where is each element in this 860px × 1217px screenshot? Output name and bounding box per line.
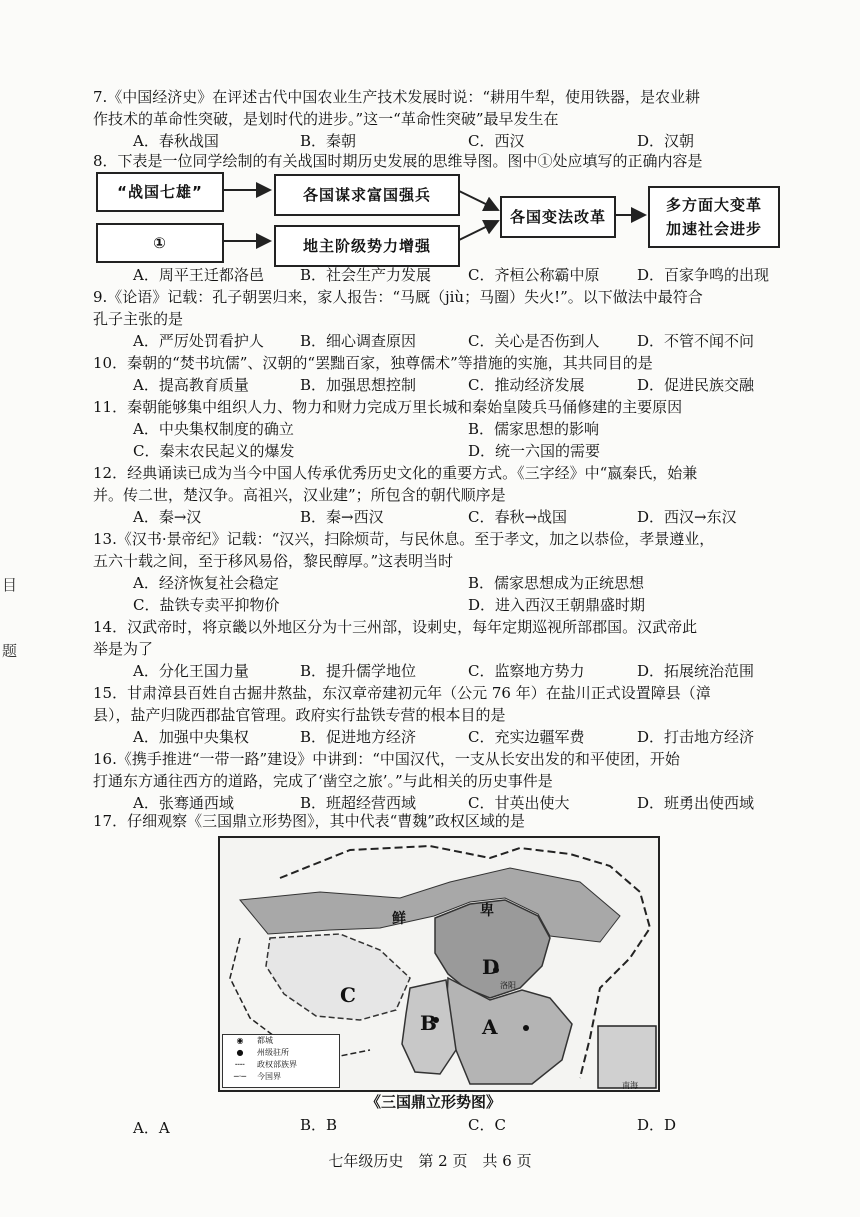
question-text: 11．秦朝能够集中组织人力、物力和财力完成万里长城和秦始皇陵兵马俑修建的主要原因 xyxy=(93,398,683,416)
region-xianbei xyxy=(240,868,620,942)
option-a: A．春秋战国 xyxy=(133,132,219,150)
map-label-b: B xyxy=(420,1011,437,1035)
mind-map-box-line: 加速社会进步 xyxy=(665,220,762,238)
option-d: D．汉朝 xyxy=(637,132,695,150)
map-label-d: D xyxy=(482,955,500,979)
option-b: B．儒家思想的影响 xyxy=(468,420,600,438)
border-line-icon: ─·─ xyxy=(233,1072,247,1081)
option-a: A．中央集权制度的确立 xyxy=(133,420,294,438)
option-a: A．A xyxy=(133,1119,170,1137)
option-d: D．打击地方经济 xyxy=(637,728,755,746)
option-c: C．秦末农民起义的爆发 xyxy=(133,442,295,460)
option-c: C．西汉 xyxy=(468,132,525,150)
legend-item xyxy=(223,1059,339,1071)
map-label-nanhai: 南海 xyxy=(622,1081,638,1090)
option-a: A．秦→汉 xyxy=(133,508,202,526)
option-d: D．统一六国的需要 xyxy=(468,442,601,460)
option-c: C．C xyxy=(468,1116,506,1134)
option-b: B．促进地方经济 xyxy=(300,728,417,746)
option-d: D．D xyxy=(637,1116,677,1134)
option-b: B．提升儒学地位 xyxy=(300,662,417,680)
legend-item xyxy=(223,1035,339,1047)
question-text: 8．下表是一位同学绘制的有关战国时期历史发展的思维导图。图中①处应填写的正确内容是 xyxy=(93,152,703,170)
map-label-xianbei: 鲜 xyxy=(392,911,406,927)
mind-map-box-landlord: 地主阶级势力增强 xyxy=(274,225,460,267)
option-c: C．关心是否伤到人 xyxy=(468,332,600,350)
binding-margin-mark: 目 xyxy=(2,576,18,594)
option-c: C．充实边疆军费 xyxy=(468,728,585,746)
option-d: D．进入西汉王朝鼎盛时期 xyxy=(468,596,646,614)
option-c: C．齐桓公称霸中原 xyxy=(468,266,600,284)
option-c: C．盐铁专卖平抑物价 xyxy=(133,596,280,614)
question-text: 孔子主张的是 xyxy=(93,310,184,328)
legend-label: 都城 xyxy=(257,1036,273,1045)
question-text: 作技术的革命性突破，是划时代的进步。”这一“革命性突破”最早发生在 xyxy=(93,110,559,128)
option-d: D．拓展统治范围 xyxy=(637,662,755,680)
option-d: D．不管不闻不问 xyxy=(637,332,755,350)
question-text: 9.《论语》记载：孔子朝罢归来，家人报告：“马厩（jiù；马圈）失火!”。以下做法中最符合 xyxy=(93,288,703,306)
mind-map-box-reform: 各国变法改革 xyxy=(500,196,616,238)
option-b: B．加强思想控制 xyxy=(300,376,417,394)
option-b: B．细心调查原因 xyxy=(300,332,417,350)
map-label-c: C xyxy=(340,983,356,1007)
mind-map-box-line: 多方面大变革 xyxy=(665,196,762,214)
binding-margin-mark: 题 xyxy=(2,642,18,660)
capital-marker xyxy=(523,1025,529,1031)
question-text: 举是为了 xyxy=(93,640,154,658)
arrow xyxy=(457,190,498,210)
three-kingdoms-map xyxy=(218,836,660,1092)
mind-map-box-blank: ① xyxy=(96,223,224,263)
option-a: A．提高教育质量 xyxy=(133,376,249,394)
option-d: D．促进民族交融 xyxy=(637,376,755,394)
map-caption: 《三国鼎立形势图》 xyxy=(366,1093,502,1111)
seat-icon: ● xyxy=(236,1048,244,1057)
legend-label: 今国界 xyxy=(257,1072,281,1081)
question-text: 10．秦朝的“焚书坑儒”、汉朝的“罢黜百家，独尊儒术”等措施的实施，其共同目的是 xyxy=(93,354,653,372)
option-b: B．B xyxy=(300,1116,338,1134)
page-footer: 七年级历史 第 2 页 共 6 页 xyxy=(328,1152,532,1170)
map-label-xianbei: 卑 xyxy=(480,903,494,919)
option-c: C．推动经济发展 xyxy=(468,376,585,394)
arrow xyxy=(457,221,498,241)
mind-map-box-change xyxy=(648,186,780,248)
question-text: 打通东方通往西方的道路，完成了‘凿空之旅’。”与此相关的历史事件是 xyxy=(93,772,553,790)
mind-map-box-warring-states: “战国七雄” xyxy=(96,172,224,212)
map-label-a: A xyxy=(482,1015,498,1039)
option-d: D．西汉→东汉 xyxy=(637,508,737,526)
legend-item xyxy=(223,1071,339,1083)
option-a: A．张骞通西域 xyxy=(133,794,234,812)
question-text: 7.《中国经济史》在评述古代中国农业生产技术发展时说：“耕用牛犁，使用铁器，是农业耕 xyxy=(93,88,700,106)
dashed-line-icon: ╌╌ xyxy=(235,1060,245,1069)
question-text: 17．仔细观察《三国鼎立形势图》，其中代表“曹魏”政权区域的是 xyxy=(93,812,525,830)
legend-label: 政权部族界 xyxy=(257,1060,297,1069)
option-b: B．社会生产力发展 xyxy=(300,266,432,284)
question-text: 13.《汉书·景帝纪》记载：“汉兴，扫除烦苛，与民休息。至于孝文，加之以恭俭，孝景遵业， xyxy=(93,530,715,548)
legend-item xyxy=(223,1047,339,1059)
option-c: C．春秋→战国 xyxy=(468,508,568,526)
legend-label: 州级驻所 xyxy=(257,1048,289,1057)
option-d: D．班勇出使西域 xyxy=(637,794,755,812)
question-text: 12．经典诵读已成为当今中国人传承优秀历史文化的重要方式。《三字经》中“嬴秦氏，始兼 xyxy=(93,464,698,482)
option-a: A．严厉处罚看护人 xyxy=(133,332,264,350)
option-b: B．秦→西汉 xyxy=(300,508,384,526)
capital-icon: ◉ xyxy=(236,1036,244,1045)
option-a: A．周平王迁都洛邑 xyxy=(133,266,264,284)
question-text: 15．甘肃漳县百姓自古掘井熬盐，东汉章帝建初元年（公元 76 年）在盐川正式设置障县（漳 xyxy=(93,684,711,702)
region-c xyxy=(266,934,410,1020)
map-label-luoyang: 洛阳 xyxy=(500,981,516,990)
question-text: 并。传二世，楚汉争。高祖兴，汉业建”；所包含的朝代顺序是 xyxy=(93,486,506,504)
question-text: 县），盐产归陇西郡盐官管理。政府实行盐铁专营的根本目的是 xyxy=(93,706,506,724)
option-c: C．甘英出使大 xyxy=(468,794,570,812)
option-c: C．监察地方势力 xyxy=(468,662,585,680)
option-a: A．加强中央集权 xyxy=(133,728,249,746)
option-a: A．经济恢复社会稳定 xyxy=(133,574,279,592)
option-b: B．班超经营西域 xyxy=(300,794,417,812)
option-d: D．百家争鸣的出现 xyxy=(637,266,770,284)
option-b: B．儒家思想成为正统思想 xyxy=(468,574,645,592)
question-text: 14．汉武帝时，将京畿以外地区分为十三州部，设刺史，每年定期巡视所部郡国。汉武帝此 xyxy=(93,618,698,636)
mind-map-box-strengthen: 各国谋求富国强兵 xyxy=(274,174,460,216)
question-text: 16.《携手推进“一带一路”建设》中讲到：“中国汉代，一支从长安出发的和平使团，开始 xyxy=(93,750,680,768)
map-legend xyxy=(222,1034,340,1088)
option-b: B．秦朝 xyxy=(300,132,357,150)
question-text: 五六十载之间，至于移风易俗，黎民醇厚。”这表明当时 xyxy=(93,552,454,570)
option-a: A．分化王国力量 xyxy=(133,662,249,680)
